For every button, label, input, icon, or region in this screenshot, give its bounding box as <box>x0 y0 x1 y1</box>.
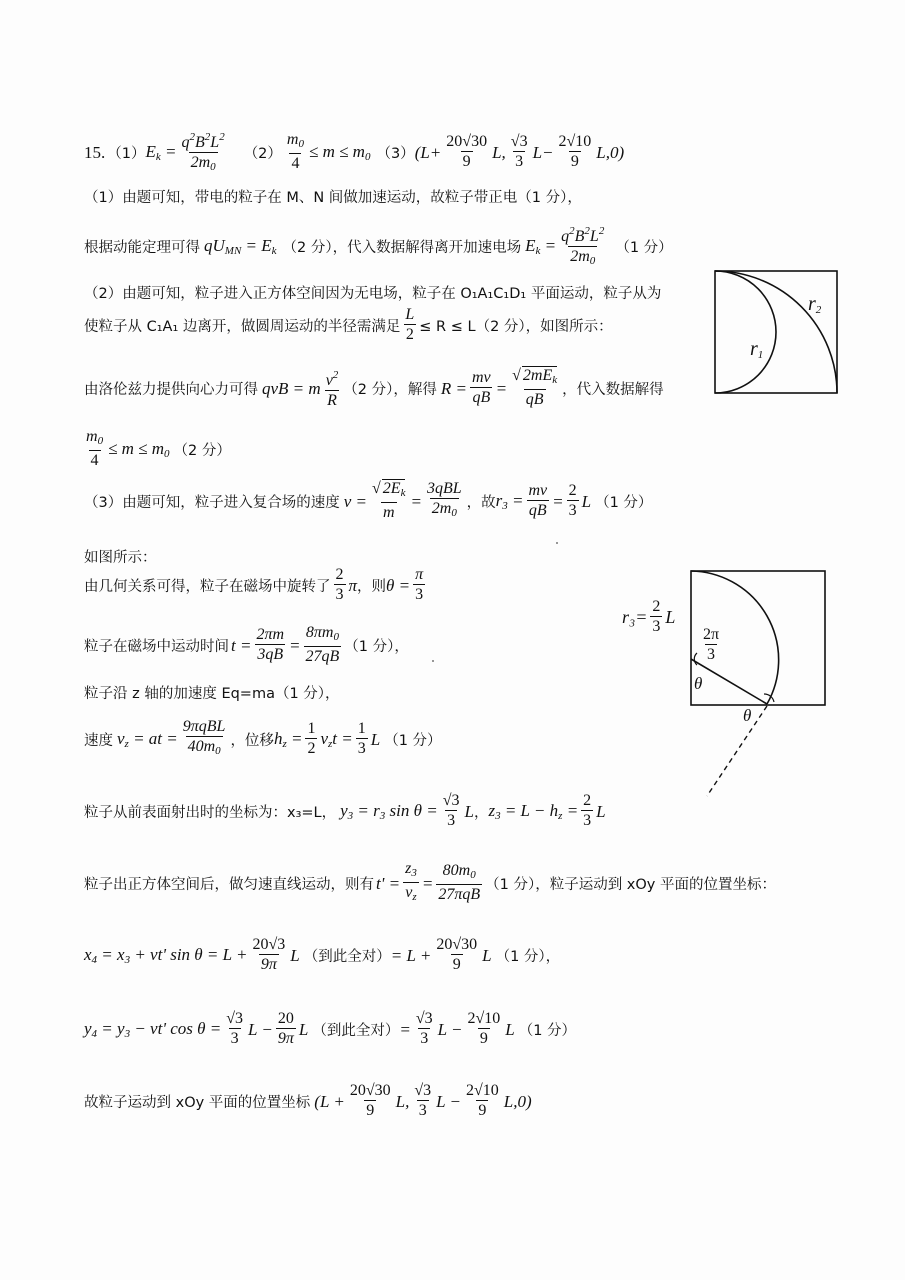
part3-line4: 粒子在磁场中运动时间 t = $\frac{2\pi m}{3qB}$ = $\frac{8\pi m_0}{27qB}$ （1 分）， <box>84 624 409 665</box>
coord-open: (L+ <box>414 142 442 162</box>
coord-L: L, <box>492 142 506 162</box>
part3-line1-a: （3）由题可知，粒子进入复合场的速度 <box>84 495 340 511</box>
part2-label: （2） <box>243 146 282 162</box>
part3-line9-c: （1 分）， <box>495 949 561 965</box>
part3-line7-a: 粒子从前表面射出时的坐标为：x₃=L， <box>84 805 337 821</box>
part3-line9-note: （到此全对） <box>303 949 391 965</box>
coord-frac2-num: √3 <box>510 133 528 150</box>
part3-line3-a: 由几何关系可得，粒子在磁场中旋转了 <box>84 579 331 595</box>
part2-line2: 使粒子从 C₁A₁ 边离开，做圆周运动的半径需满足 $\frac{L}{2}$ ≤ R ≤ L（2 分），如图所示： <box>84 306 613 343</box>
part3-line6-a: 速度 <box>84 733 113 749</box>
part1-line2: 根据动能定理可得 $qU_{MN} = E_k$ （2 分），代入数据解得离开加速电场 $E_k$ = $\frac{q^2B^2L^2}{2m_0}$ （1 分） <box>84 222 673 271</box>
figure2-label-r3: r₃= $\frac{2}{3}$ L <box>622 598 676 635</box>
part3-line6-c: （1 分） <box>384 733 442 749</box>
figure1-label-r2: $r_2$ <box>808 293 822 316</box>
part3-line8-a: 粒子出正方体空间后，做匀速直线运动，则有 <box>84 877 374 893</box>
part3-line3-b: ，则 <box>357 579 387 595</box>
part2-line2-a: 使粒子从 C₁A₁ 边离开，做圆周运动的半径需满足 <box>84 319 401 335</box>
part1-line2-b: （2 分），代入数据解得离开加速电场 <box>282 240 522 256</box>
part2-line3-c: ，代入数据解得 <box>562 382 664 398</box>
part1-line2-c: （1 分） <box>615 240 673 256</box>
scan-speck <box>556 542 558 544</box>
part1-label: （1） <box>107 146 146 162</box>
scan-speck-2 <box>432 660 434 662</box>
figure2-theta1: θ <box>694 674 703 693</box>
part3-line8-b: （1 分），粒子运动到 xOy 平面的位置坐标： <box>485 877 776 893</box>
part3-line11-a: 故粒子运动到 xOy 平面的位置坐标 <box>84 1095 311 1111</box>
part3-line4-b: （1 分）， <box>344 639 409 655</box>
part3-line2: 如图所示： <box>84 550 157 566</box>
figure1-label-r1: $r_1$ <box>750 338 764 361</box>
part2-line4-b: （2 分） <box>173 443 231 459</box>
part3-line8: 粒子出正方体空间后，做匀速直线运动，则有 t' = $\frac{z_3}{v_z}$ = $\frac{80m_0}{\text{27πqB}}$ （1 分），粒子运动到 xOy 平面的位置坐标： <box>84 860 776 907</box>
figure2-theta2: θ <box>743 706 752 725</box>
part2-line3: 由洛伦兹力提供向心力可得 qvB = m $\frac{v^2}{R}$ （2 分），解得 R = $\frac{mv}{qB}$ = $\frac{√ 2mE_k}{qB}$ ，代入数据解得 <box>84 367 664 409</box>
part3-line1: （3）由题可知，粒子进入复合场的速度 v = $\frac{√ 2E_k}{m}$ = $\frac{\text{3qBL}}{2m_0}$ ，故 $r_3$ = $\frac{mv}{qB}$ = $\frac{2}{3}$ L （1 分） <box>84 480 653 521</box>
part2-line1: （2）由题可知，粒子进入正方体空间因为无电场，粒子在 O₁A₁C₁D₁ 平面运动，粒子从为 <box>84 286 662 302</box>
part1-line1: （1）由题可知，带电的粒子在 M、N 间做加速运动，故粒子带正电（1 分）， <box>84 190 582 206</box>
part3-line3: 由几何关系可得，粒子在磁场中旋转了 $\frac{2}{3}$ π ，则 θ = $\frac{\pi}{3}$ <box>84 566 424 603</box>
coord-close: L,0) <box>596 142 625 162</box>
coord-L-minus: L− <box>532 142 554 162</box>
question-number: 15. <box>84 142 106 162</box>
coord-frac3-num: 2√10 <box>558 133 592 150</box>
part3-line10-note: （到此全对） <box>312 1023 400 1039</box>
answer-summary: 15. （1） $E_k$ = $\frac{q^2B^2L^2}{2m_0}$ （2） $\frac{m_0}{4}$ ≤ $m \le m_0$ （3） (L+ $\frac{20√30}{9}$ L, $\frac{√3}{3}$ L− $\frac{2√10}{9}$ L,0) <box>84 128 624 177</box>
part3-label: （3） <box>376 146 415 162</box>
figure2-angle-label: $\frac{2\pi}{3}$ <box>703 626 720 663</box>
part2-line3-b: （2 分），解得 <box>343 382 437 398</box>
part3-line10: $y_4 = y_3 - vt'$ cos θ = $\frac{√3}{3}$ L − $\frac{20}{9\pi}$ L （到此全对） = $\frac{√3}{3}$ L − $\frac{2√10}{9}$ L （1 分） <box>84 1010 577 1047</box>
part3-line4-a: 粒子在磁场中运动时间 <box>84 639 229 655</box>
part3-line6: 速度 $v_z$ = at = $\frac{\text{9πqBL}}{40m_0}$ ，位移 $h_z$ = $\frac{1}{2}$ $v_zt$ = $\frac{1}{3}$ L （1 分） <box>84 718 442 761</box>
part2-line4: $\frac{m_0}{4}$ ≤ $m \le m_0$ （2 分） <box>86 428 231 469</box>
part3-line11: 故粒子运动到 xOy 平面的位置坐标 (L + $\frac{20√30}{9}$ L, $\frac{√3}{3}$ L − $\frac{2√10}{9}$ L,0) <box>84 1082 532 1119</box>
part3-line6-b: ，位移 <box>230 733 274 749</box>
part3-line1-c: （1 分） <box>595 495 653 511</box>
part3-line5: 粒子沿 z 轴的加速度 Eq=ma（1 分）， <box>84 686 340 702</box>
part1-line2-a: 根据动能定理可得 <box>84 240 200 256</box>
figure1-diagram <box>714 270 838 394</box>
part2-line2-b: ≤ R ≤ L（2 分），如图所示： <box>419 319 613 335</box>
part3-line9: $x_4 = x_3 + vt'$ sin θ = L + $\frac{20√3}{9\pi}$ L （到此全对） = L + $\frac{20√30}{9}$ L （1 分）， <box>84 936 561 973</box>
coord-frac2-den: 3 <box>515 153 524 170</box>
part3-line1-b: ，故 <box>466 495 496 511</box>
part3-line10-c: （1 分） <box>518 1023 577 1039</box>
coord-frac1-num: 20√30 <box>446 133 488 150</box>
part2-line3-a: 由洛伦兹力提供向心力可得 <box>84 382 258 398</box>
coord-den: 9 <box>462 153 471 170</box>
part3-line7: 粒子从前表面射出时的坐标为：x₃=L， $y_3 = r_3$ sin θ = $\frac{√3}{3}$ L ， $z_3 = L - h_z$ = $\frac{2}{3}$ L <box>84 792 606 829</box>
figure2-diagram <box>690 570 830 800</box>
part3-line7-b: ， <box>473 805 489 821</box>
